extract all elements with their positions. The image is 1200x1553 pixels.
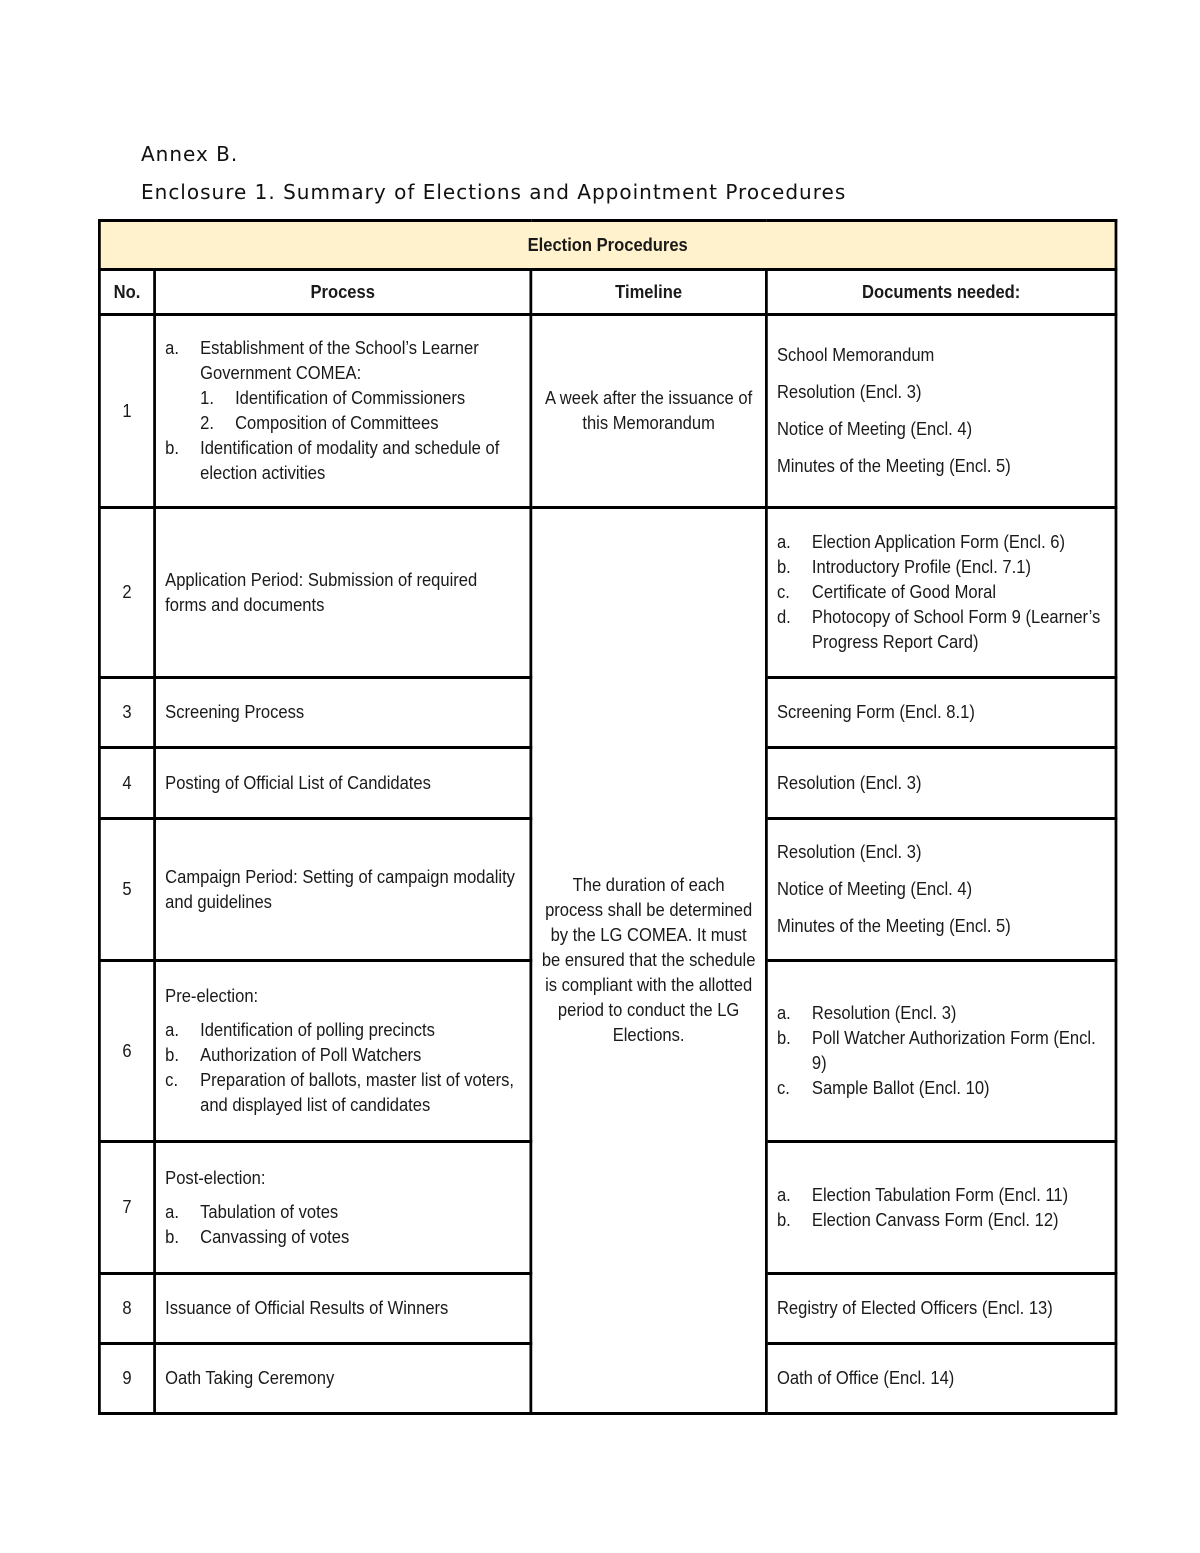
list-marker: b. xyxy=(165,1226,179,1247)
list-marker: b. xyxy=(165,1045,179,1065)
list-text: Election Tabulation Form (Encl. 11) xyxy=(811,1184,1069,1205)
process-lead: Post-election: xyxy=(165,1167,266,1188)
list-item xyxy=(165,436,520,486)
list-marker: b. xyxy=(776,1028,791,1048)
row-number: 8 xyxy=(99,1274,154,1344)
header-timeline: Timeline xyxy=(531,270,767,315)
list-marker: c. xyxy=(776,582,790,602)
documents-cell xyxy=(766,819,1116,961)
timeline-cell: The duration of each process shall be determined by the LG COMEA. It must be ensured that the schedule is compliant with the allotted period to conduct the LG Elections. xyxy=(531,508,767,1414)
documents-cell xyxy=(766,508,1116,678)
process-lead: Pre-election: xyxy=(165,986,259,1006)
document-item: School Memorandum xyxy=(776,345,935,365)
list-text: Poll Watcher Authorization Form (Encl. 9) xyxy=(811,1028,1096,1073)
list-text: Introductory Profile (Encl. 7.1) xyxy=(811,557,1031,577)
list-text: Identification of polling precincts xyxy=(200,1020,435,1040)
documents-cell: Resolution (Encl. 3) xyxy=(766,748,1116,819)
list-item xyxy=(165,1043,520,1068)
list-marker: a. xyxy=(776,532,791,552)
list-marker: 2. xyxy=(200,413,214,433)
list-item xyxy=(200,411,520,436)
header-documents: Documents needed: xyxy=(766,270,1116,315)
process-cell xyxy=(155,1142,531,1274)
list-marker: 1. xyxy=(200,388,214,408)
list-text: Photocopy of School Form 9 (Learner’s Progress Report Card) xyxy=(811,607,1101,652)
list-text: Canvassing of votes xyxy=(200,1226,350,1247)
list-text: Preparation of ballots, master list of voters, and displayed list of candidates xyxy=(200,1070,514,1115)
list-text: Tabulation of votes xyxy=(200,1201,339,1222)
document-item: Notice of Meeting (Encl. 4) xyxy=(776,879,973,899)
process-cell xyxy=(155,961,531,1142)
document-item: Resolution (Encl. 3) xyxy=(776,842,922,862)
table-row xyxy=(99,508,1116,678)
process-cell xyxy=(155,315,531,508)
process-cell: Posting of Official List of Candidates xyxy=(155,748,531,819)
list-item xyxy=(777,1076,1105,1101)
row-number: 3 xyxy=(99,678,154,748)
documents-cell xyxy=(766,315,1116,508)
process-cell: Screening Process xyxy=(155,678,531,748)
timeline-cell: A week after the issuance of this Memorandum xyxy=(531,315,767,508)
list-marker: a. xyxy=(165,338,179,358)
list-text: Identification of Commissioners xyxy=(235,388,466,408)
list-marker: b. xyxy=(776,1209,791,1230)
list-item xyxy=(165,1225,520,1250)
list-marker: c. xyxy=(165,1070,179,1090)
process-cell: Application Period: Submission of required forms and documents xyxy=(155,508,531,678)
process-cell: Oath Taking Ceremony xyxy=(155,1344,531,1414)
list-item xyxy=(165,1200,520,1225)
enclosure-title: Enclosure 1. Summary of Elections and Appointment Procedures xyxy=(141,180,847,204)
list-item xyxy=(165,1068,520,1118)
document-item: Minutes of the Meeting (Encl. 5) xyxy=(776,456,1011,476)
list-text: Election Canvass Form (Encl. 12) xyxy=(811,1209,1059,1230)
list-text: Establishment of the School’s Learner Government COMEA: xyxy=(200,338,479,383)
row-number: 6 xyxy=(99,961,154,1142)
list-item xyxy=(165,336,520,386)
document-item: Minutes of the Meeting (Encl. 5) xyxy=(776,916,1011,936)
list-marker: a. xyxy=(776,1184,791,1205)
list-marker: c. xyxy=(776,1078,790,1098)
row-number: 2 xyxy=(99,508,154,678)
list-text: Resolution (Encl. 3) xyxy=(811,1003,957,1023)
row-number: 1 xyxy=(99,315,154,508)
list-item xyxy=(777,605,1105,655)
list-item xyxy=(200,386,520,411)
list-item xyxy=(777,1183,1105,1208)
list-item xyxy=(777,555,1105,580)
list-text: Certificate of Good Moral xyxy=(811,582,997,602)
documents-cell: Screening Form (Encl. 8.1) xyxy=(766,678,1116,748)
documents-cell xyxy=(766,961,1116,1142)
documents-cell xyxy=(766,1142,1116,1274)
list-text: Identification of modality and schedule of election activities xyxy=(200,438,500,483)
header-process: Process xyxy=(155,270,531,315)
header-row xyxy=(99,270,1116,315)
list-text: Sample Ballot (Encl. 10) xyxy=(811,1078,990,1098)
annex-title: Annex B. xyxy=(141,142,239,166)
list-item xyxy=(777,530,1105,555)
process-cell: Issuance of Official Results of Winners xyxy=(155,1274,531,1344)
list-text: Election Application Form (Encl. 6) xyxy=(811,532,1066,552)
list-item xyxy=(777,1026,1105,1076)
documents-cell: Oath of Office (Encl. 14) xyxy=(766,1344,1116,1414)
row-number: 7 xyxy=(99,1142,154,1274)
list-text: Authorization of Poll Watchers xyxy=(200,1045,422,1065)
row-number: 9 xyxy=(99,1344,154,1414)
list-item xyxy=(777,1208,1105,1233)
row-number: 4 xyxy=(99,748,154,819)
list-item xyxy=(777,580,1105,605)
list-marker: a. xyxy=(776,1003,791,1023)
list-item xyxy=(165,1018,520,1043)
row-number: 5 xyxy=(99,819,154,961)
list-marker: d. xyxy=(776,607,791,627)
list-item xyxy=(777,1001,1105,1026)
list-text: Composition of Committees xyxy=(235,413,439,433)
document-item: Notice of Meeting (Encl. 4) xyxy=(776,419,973,439)
list-marker: b. xyxy=(165,438,179,458)
list-marker: a. xyxy=(165,1201,179,1222)
document-item: Resolution (Encl. 3) xyxy=(776,382,922,402)
documents-cell: Registry of Elected Officers (Encl. 13) xyxy=(766,1274,1116,1344)
table-row xyxy=(99,315,1116,508)
list-marker: b. xyxy=(776,557,791,577)
list-marker: a. xyxy=(165,1020,179,1040)
header-no: No. xyxy=(99,270,154,315)
election-procedures-table xyxy=(98,219,1117,1415)
table-banner: Election Procedures xyxy=(99,221,1116,270)
process-cell: Campaign Period: Setting of campaign modality and guidelines xyxy=(155,819,531,961)
